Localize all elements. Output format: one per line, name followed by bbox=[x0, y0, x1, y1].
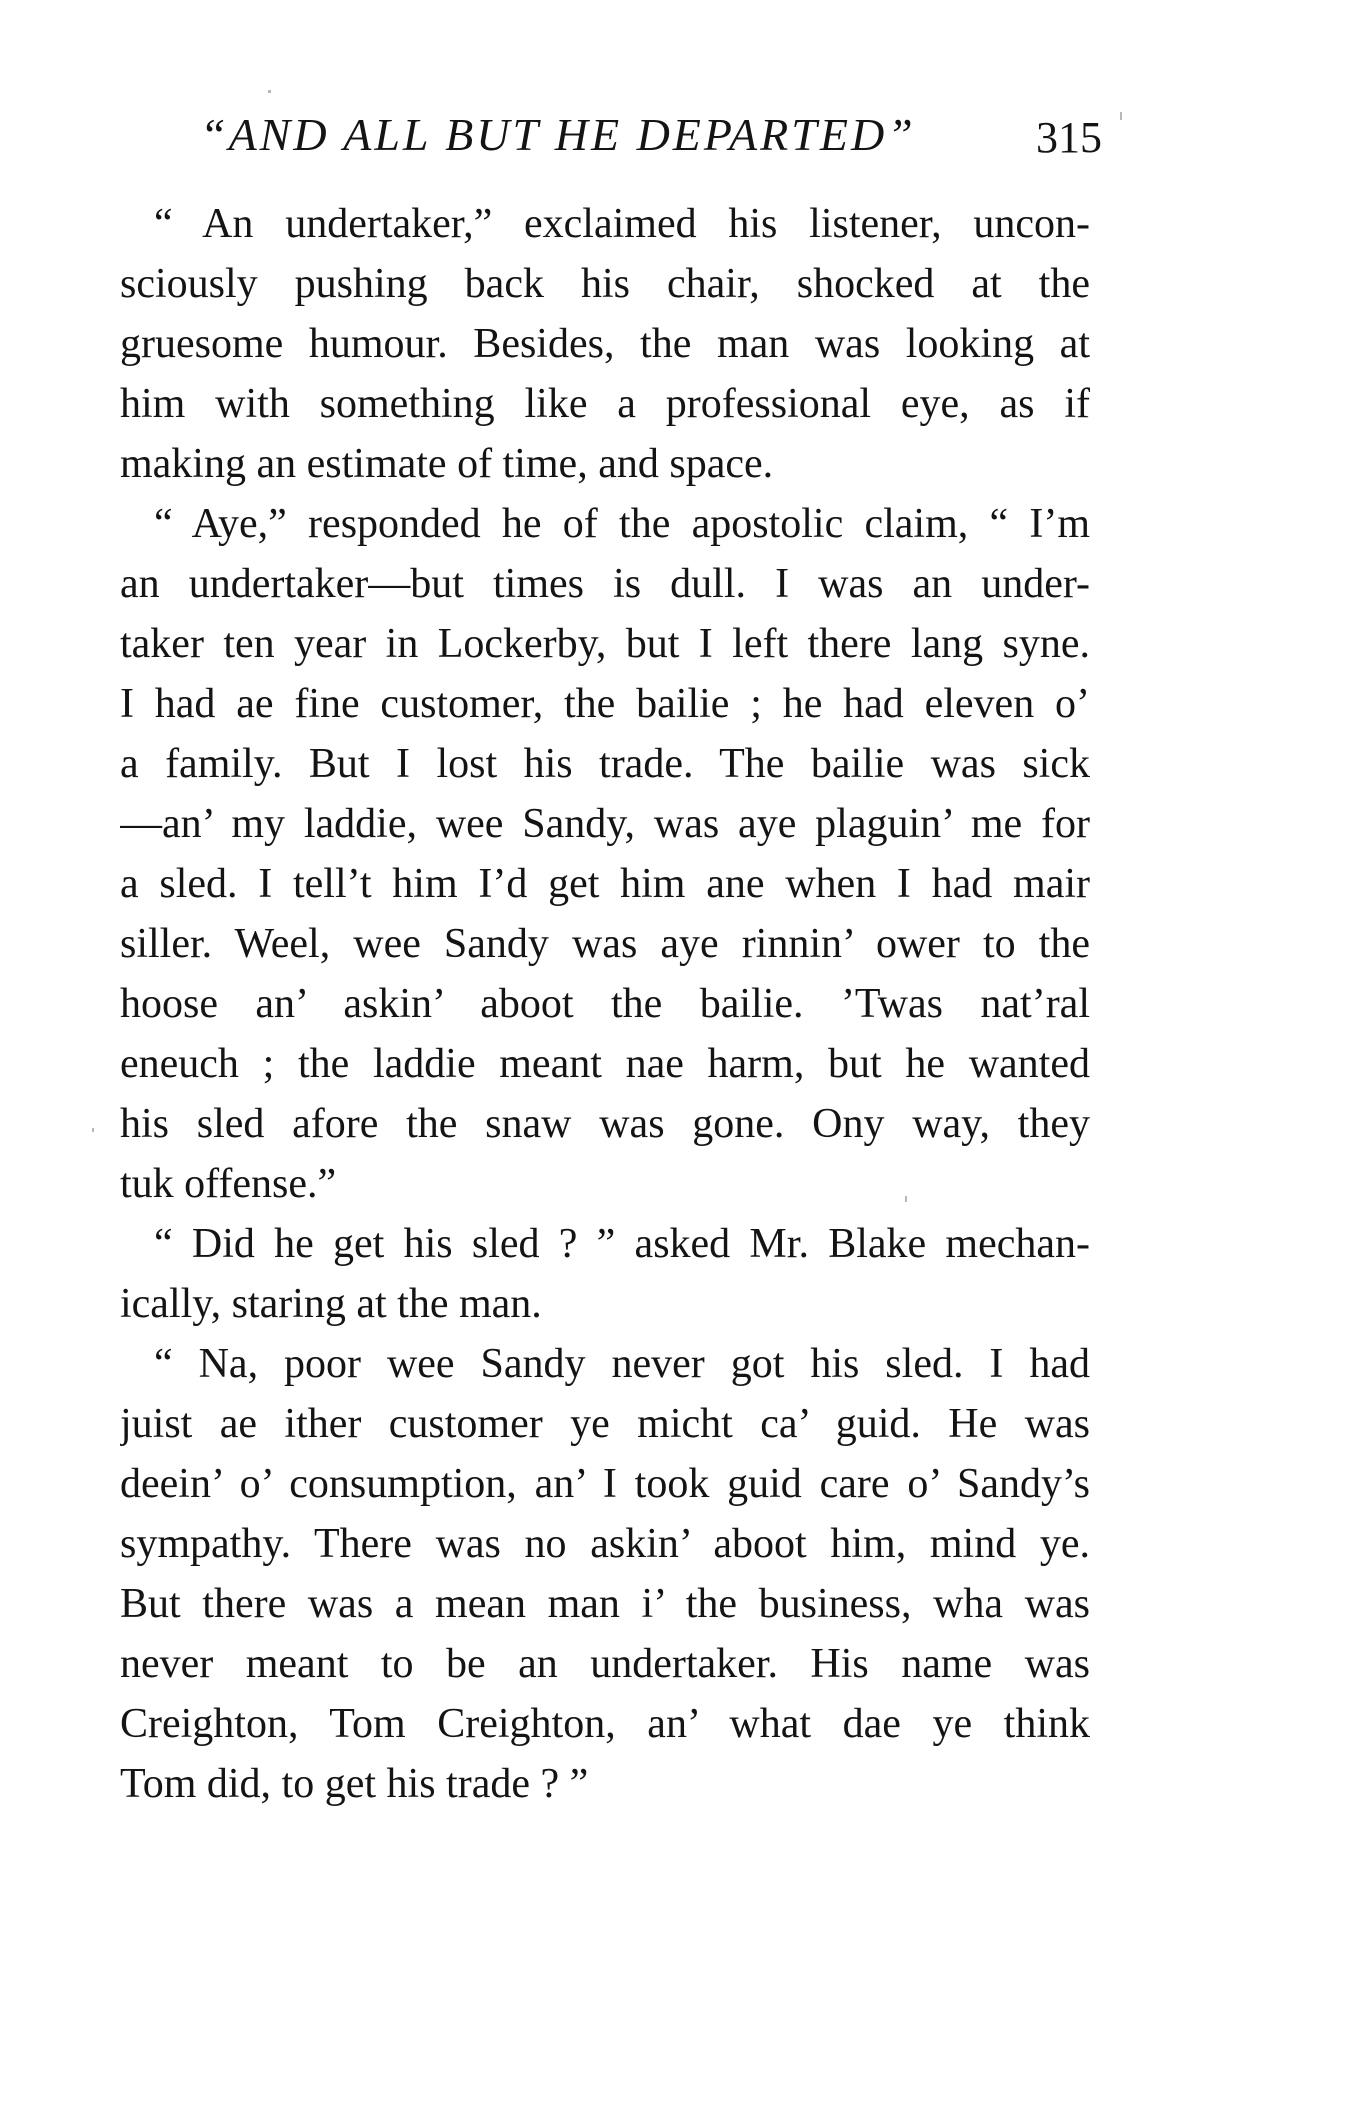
text-line: eneuch ; the laddie meant nae harm, but he wanted bbox=[120, 1041, 1090, 1087]
text-line: —an’ my laddie, wee Sandy, was aye plaguin’ me for bbox=[120, 801, 1090, 847]
text-line: But there was a mean man i’ the business, wha was bbox=[120, 1581, 1090, 1627]
text-line: a family. But I lost his trade. The bailie was sick bbox=[120, 741, 1090, 787]
text-line: “ An undertaker,” exclaimed his listener, uncon- bbox=[154, 201, 1090, 247]
paragraph-2 bbox=[120, 494, 1090, 1214]
text-line: “ Did he get his sled ? ” asked Mr. Blake mechan- bbox=[154, 1221, 1090, 1267]
paragraph-1 bbox=[120, 194, 1090, 494]
paragraph-3 bbox=[120, 1214, 1090, 1334]
text-line: making an estimate of time, and space. bbox=[120, 441, 774, 487]
text-line: “ Aye,” responded he of the apostolic claim, “ I’m bbox=[154, 501, 1090, 547]
text-line: taker ten year in Lockerby, but I left there lang syne. bbox=[120, 621, 1090, 667]
text-line: siller. Weel, wee Sandy was aye rinnin’ ower to the bbox=[120, 921, 1090, 967]
page-header bbox=[120, 108, 1120, 178]
text-line: him with something like a professional eye, as if bbox=[120, 381, 1090, 427]
scan-speck bbox=[92, 1128, 94, 1132]
text-line: Tom did, to get his trade ? ” bbox=[120, 1761, 589, 1807]
text-line: sciously pushing back his chair, shocked at the bbox=[120, 261, 1090, 307]
page-number: 315 bbox=[1036, 113, 1102, 162]
text-line: gruesome humour. Besides, the man was looking at bbox=[120, 321, 1090, 367]
text-line: sympathy. There was no askin’ aboot him, mind ye. bbox=[120, 1521, 1090, 1567]
text-line: never meant to be an undertaker. His name was bbox=[120, 1641, 1090, 1687]
paragraph-4 bbox=[120, 1334, 1090, 1814]
text-line: deein’ o’ consumption, an’ I took guid care o’ Sandy’s bbox=[120, 1461, 1090, 1507]
text-line: ically, staring at the man. bbox=[120, 1281, 542, 1327]
text-line: Creighton, Tom Creighton, an’ what dae ye think bbox=[120, 1701, 1090, 1747]
text-line: an undertaker—but times is dull. I was an under- bbox=[120, 561, 1090, 607]
running-head: “AND ALL BUT HE DEPARTED” bbox=[200, 109, 916, 160]
text-line: his sled afore the snaw was gone. Ony way, they bbox=[120, 1101, 1090, 1147]
text-line: “ Na, poor wee Sandy never got his sled. I had bbox=[154, 1341, 1090, 1387]
text-line: I had ae fine customer, the bailie ; he had eleven o’ bbox=[120, 681, 1090, 727]
text-line: tuk offense.” bbox=[120, 1161, 337, 1207]
scan-speck bbox=[1120, 112, 1122, 120]
text-line: juist ae ither customer ye micht ca’ guid. He was bbox=[120, 1401, 1090, 1447]
text-line: a sled. I tell’t him I’d get him ane when I had mair bbox=[120, 861, 1090, 907]
text-line: hoose an’ askin’ aboot the bailie. ’Twas nat’ral bbox=[120, 981, 1090, 1027]
scan-speck bbox=[905, 1196, 907, 1202]
scan-speck bbox=[268, 90, 271, 93]
body-text bbox=[120, 194, 1090, 1814]
